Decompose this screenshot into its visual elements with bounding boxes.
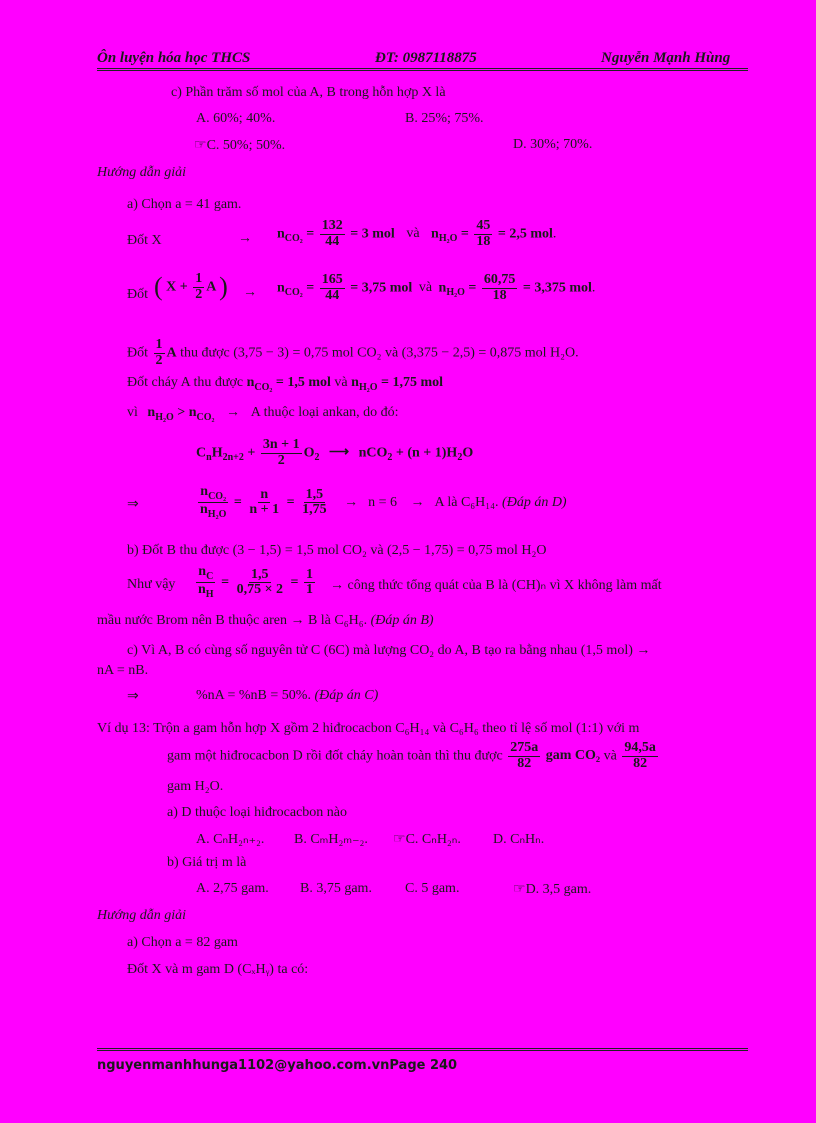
step-aren: mầu nước Brom nên B thuộc aren → B là C₆H₆. (Đáp án B) <box>97 613 434 628</box>
header-center: ĐT: 0987118875 <box>375 50 477 66</box>
q-a-option-d: D. CₙHₙ. <box>493 832 545 847</box>
option-d: D. 30%; 70%. <box>513 137 593 152</box>
step-formula-b: → công thức tổng quát của B là (CH)ₙ vì X không làm mất <box>330 578 662 593</box>
option-a: A. 60%; 40%. <box>196 111 276 126</box>
step-burn-x-d: Đốt X và m gam D (CₓHᵧ) ta có: <box>127 962 309 977</box>
hand-pointer-icon: ☞ <box>393 832 406 847</box>
step-burn-xa-label: Đốt <box>127 287 148 302</box>
header-rule <box>97 70 748 71</box>
step-burn-b: b) Đốt B thu được (3 − 1,5) = 1,5 mol CO₂ và (2,5 − 1,75) = 0,75 mol H₂O <box>127 543 547 558</box>
step-such: Như vậy <box>127 577 176 592</box>
implies-icon: ⇒ <box>127 497 139 512</box>
arrow-icon: → <box>243 285 257 300</box>
implies-icon: ⇒ <box>127 689 139 704</box>
q-a-option-a: A. CₙH₂ₙ₊₂. <box>196 832 265 847</box>
formula-x-plus-half-a: ( X + $\frac{1}{2}$ A ) <box>154 271 228 302</box>
example-13-line2: gam một hiđrocacbon D rồi đốt cháy hoàn toàn thì thu được $\frac{275a}{82}$ gam CO₂ và $\frac{94,5a}{82}$ <box>167 740 656 771</box>
hand-pointer-icon: ☞ <box>194 138 207 153</box>
question-b: b) Giá trị m là <box>167 855 247 870</box>
q-a-option-b: B. CₘH₂ₘ₋₂. <box>294 832 368 847</box>
arrow-icon: → <box>238 231 252 246</box>
question-c: c) Phần trăm số mol của A, B trong hỗn hợp X là <box>171 85 446 100</box>
footer-email-page: nguyenmanhhunga1102@yahoo.com.vnPage 240 <box>97 1058 458 1073</box>
q-b-option-a: A. 2,75 gam. <box>196 881 269 896</box>
footer-rule <box>97 1048 748 1049</box>
q-a-option-c: ☞C. CₙH₂ₙ. <box>393 832 461 847</box>
arrow-icon: → <box>226 405 241 420</box>
option-c: ☞C. 50%; 50%. <box>194 138 286 153</box>
formula-burn-x: $n_{CO_2}$ = $\frac{132}{44}$ = 3 mol và $n_{H_2O}$ = $\frac{45}{18}$ = 2,5 mol. <box>277 218 557 249</box>
question-a: a) D thuộc loại hiđrocacbon nào <box>167 805 347 820</box>
header-left: Ôn luyện hóa học THCS <box>97 50 251 66</box>
example-13-line3: gam H₂O. <box>167 779 224 794</box>
guide-heading: Hướng dẫn giải <box>97 908 186 923</box>
step-compare: vì $n_{H_2O} > n_{CO_2} \to A$ thuộc loại ankan, do đó: <box>127 405 399 423</box>
step-percent: %nA = %nB = 50%. (Đáp án C) <box>196 688 379 703</box>
option-b: B. 25%; 75%. <box>405 111 484 126</box>
guide-heading: Hướng dẫn giải <box>97 165 186 180</box>
q-b-option-b: B. 3,75 gam. <box>300 881 372 896</box>
example-13-line1: Ví dụ 13: Trộn a gam hỗn hợp X gồm 2 hiđrocacbon C₆H₁₄ và C₆H₆ theo tỉ lệ số mol (1:1) với m <box>97 721 640 736</box>
step-choose-a: a) Chọn a = 41 gam. <box>127 197 242 212</box>
header-right: Nguyễn Mạnh Hùng <box>601 50 731 66</box>
ratio-c-h: $\frac{n_C}{n_H}$ = $\frac{1,5}{0,75 \times 2}$ = $\frac{1}{1}$ <box>198 564 314 601</box>
step-burn-a: Đốt cháy A thu được $n_{CO_2} = 1,5$ mol và $n_{H_2O} = 1,75$ mol <box>127 375 444 393</box>
header-rule <box>97 68 748 69</box>
q-b-option-d: ☞D. 3,5 gam. <box>513 882 592 897</box>
q-b-option-c: C. 5 gam. <box>405 881 460 896</box>
step-c-line2: nA = nB. <box>97 663 149 678</box>
step-burn-half-a: Đốt $\frac{1}{2}$ A thu được (3,75 − 3) = 0,75 mol CO₂ và (3,375 − 2,5) = 0,875 mol H₂O. <box>127 337 579 368</box>
step-burn-x-label: Đốt X <box>127 233 162 248</box>
formula-burn-xa: $n_{CO_2}$ = $\frac{165}{44}$ = 3,75 mol và $n_{H_2O}$ = $\frac{60,75}{18}$ = 3,375 mol. <box>277 272 596 303</box>
step-c-line1: c) Vì A, B có cùng số nguyên tử C (6C) mà lượng CO₂ do A, B tạo ra bằng nhau (1,5 mol) → <box>127 643 651 658</box>
combustion-equation: $C_nH_{2n+2}$ + $\frac{3n + 1}{2}$ $O_2$ ⟶ $nCO_2 + (n + 1)H_2O$ <box>196 437 474 468</box>
hand-pointer-icon: ☞ <box>513 882 526 897</box>
step-choose-a-82: a) Chọn a = 82 gam <box>127 935 238 950</box>
ratio-equation: $\frac{n_{CO_2}}{n_{H_2O}}$ = $\frac{n}{n + 1}$ = $\frac{1,5}{1,75}$ → n = 6 → A là C₆H₁₄. (Đáp án D) <box>200 484 567 521</box>
footer-rule <box>97 1050 748 1051</box>
